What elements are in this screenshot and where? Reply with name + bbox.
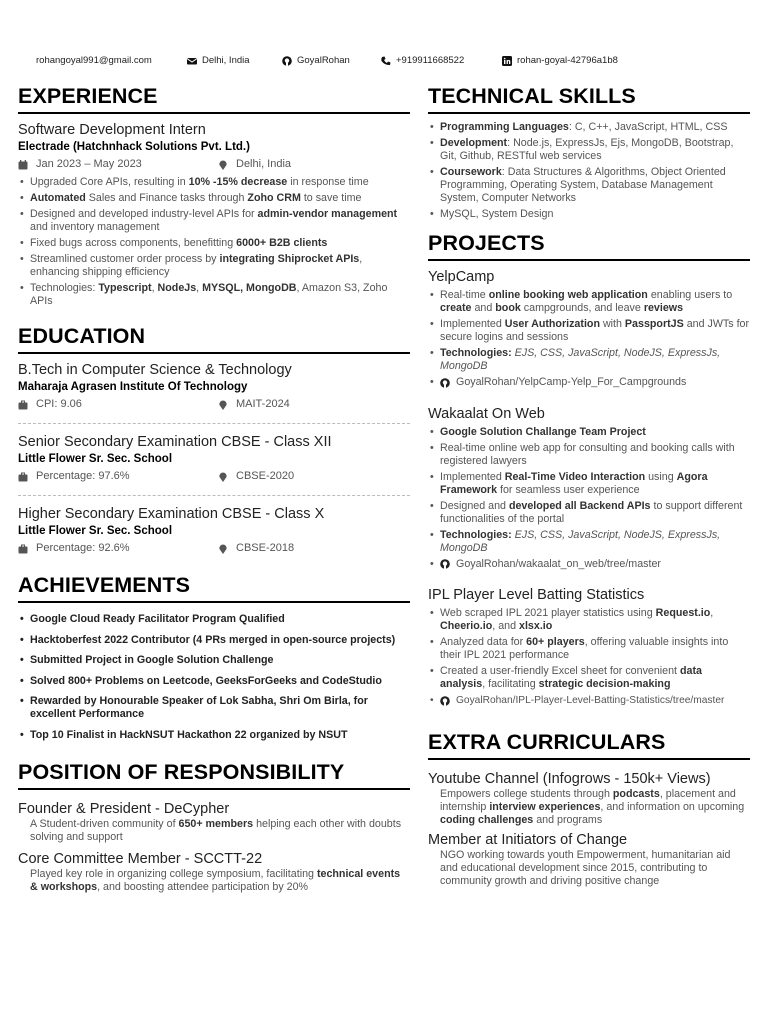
experience-role: Software Development Intern — [18, 122, 206, 138]
education-score-text: Percentage: 92.6% — [36, 542, 130, 554]
experience-section — [18, 82, 410, 308]
education-tag-text: CBSE-2018 — [236, 542, 295, 554]
list-item: • Technologies: Typescript, NodeJs, MYSQL, MongoDB, Amazon S3, Zoho APIs — [18, 282, 410, 308]
repo-link[interactable]: • GoyalRohan/wakaalat_on_web/tree/master — [428, 558, 750, 574]
project-name: Wakaalat On Web — [428, 405, 545, 422]
education-item — [18, 361, 410, 413]
achievements-list — [18, 613, 410, 742]
list-item: • Implemented Real-Time Video Interaction using Agora Framework for seamless user experience — [428, 471, 750, 497]
location-pin-icon — [218, 544, 228, 554]
section-title-skills: TECHNICAL SKILLS — [428, 82, 750, 114]
list-item: • Submitted Project in Google Solution Challenge — [18, 654, 410, 667]
education-score-text: CPI: 9.06 — [36, 398, 82, 410]
list-item: • Upgraded Core APIs, resulting in 10% -15% decrease in response time — [18, 176, 410, 189]
experience-meta — [18, 156, 410, 173]
education-degree: Higher Secondary Examination CBSE - Class X — [18, 506, 325, 522]
experience-place — [218, 156, 291, 173]
github-icon — [440, 378, 450, 388]
project-name: YelpCamp — [428, 269, 495, 285]
list-item: • Rewarded by Honourable Speaker of Lok Sabha, Shri Om Birla, for excellent Performance — [18, 695, 410, 721]
phone-text: +919911668522 — [396, 55, 465, 66]
extra-desc: NGO working towards youth Empowerment, humanitarian aid and educational development since 2015, contributing to community growth and driving positive change — [440, 848, 731, 887]
project-wakaalat — [428, 405, 750, 574]
list-item: • Hacktoberfest 2022 Contributor (4 PRs merged in open-source projects) — [18, 634, 410, 647]
education-degree: B.Tech in Computer Science & Technology — [18, 362, 292, 378]
list-item: • Automated Sales and Finance tasks through Zoho CRM to save time — [18, 192, 410, 205]
section-title-extracurriculars: EXTRA CURRICULARS — [428, 728, 750, 760]
education-section — [18, 322, 410, 557]
education-score-text: Percentage: 97.6% — [36, 470, 130, 482]
linkedin-icon — [502, 56, 512, 66]
briefcase-icon — [18, 544, 28, 554]
experience-dates — [18, 156, 218, 173]
education-meta — [18, 468, 410, 485]
education-item — [18, 505, 410, 557]
education-score — [18, 396, 218, 413]
github-text: GoyalRohan — [297, 55, 350, 66]
list-item: • Programming Languages: C, C++, JavaScript, HTML, CSS — [428, 121, 750, 134]
location-pin-icon — [218, 472, 228, 482]
list-item: • Web scraped IPL 2021 player statistics using Request.io, Cheerio.io, and xlsx.io — [428, 607, 750, 633]
experience-dates-text: Jan 2023 – May 2023 — [36, 158, 142, 170]
divider — [18, 423, 410, 424]
list-item: • Designed and developed all Backend APIs to support different functionalities of the portal — [428, 500, 750, 526]
extra-role: Member at Initiators of Change — [428, 831, 628, 848]
education-item — [18, 433, 410, 485]
section-title-education: EDUCATION — [18, 322, 410, 354]
calendar-icon — [18, 160, 28, 170]
por-desc: Played key role in organizing college symposium, facilitating technical events & workshops, and boosting attendee participation by 20% — [30, 867, 401, 893]
list-item: • Real-time online booking web application enabling users to create and book campgrounds, and leave reviews — [428, 289, 750, 315]
project-bullets — [428, 426, 750, 574]
education-school: Maharaja Agrasen Institute Of Technology — [18, 381, 248, 393]
list-item: • Technologies: EJS, CSS, JavaScript, NodeJS, ExpressJs, MongoDB — [428, 529, 750, 555]
experience-place-text: Delhi, India — [236, 158, 292, 170]
github-link[interactable] — [282, 55, 350, 66]
education-degree: Senior Secondary Examination CBSE - Class XII — [18, 434, 332, 450]
education-tag — [218, 468, 294, 485]
education-tag-text: MAIT-2024 — [236, 398, 290, 410]
list-item: • Technologies: EJS, CSS, JavaScript, NodeJS, ExpressJs, MongoDB — [428, 347, 750, 373]
location-text: Delhi, India — [202, 55, 250, 66]
location-pin-icon — [218, 400, 228, 410]
por-role: Founder & President - DeCypher — [18, 800, 230, 817]
github-icon — [440, 559, 450, 569]
list-item: • Created a user-friendly Excel sheet for convenient data analysis, facilitating strategic decision-making — [428, 665, 750, 691]
github-icon — [282, 56, 292, 66]
experience-company: Electrade (Hatchnhack Solutions Pvt. Ltd.) — [18, 141, 250, 153]
briefcase-icon — [18, 472, 28, 482]
list-item: • Google Cloud Ready Facilitator Program Qualified — [18, 613, 410, 626]
briefcase-icon — [18, 400, 28, 410]
skills-section — [428, 82, 750, 221]
list-item: • Streamlined customer order process by integrating Shiprocket APIs, enhancing shipping efficiency — [18, 253, 410, 279]
education-tag — [218, 396, 290, 413]
linkedin-link[interactable] — [502, 55, 618, 66]
extra-desc: Empowers college students through podcasts, placement and internship interview experiences, and information on upcoming coding challenges and programs — [440, 787, 745, 826]
repo-link[interactable]: • GoyalRohan/IPL-Player-Level-Batting-Statistics/tree/master — [428, 694, 750, 710]
left-column — [18, 82, 410, 894]
list-item: • Google Solution Challange Team Project — [428, 426, 750, 439]
list-item: • Solved 800+ Problems on Leetcode, GeeksForGeeks and CodeStudio — [18, 675, 410, 688]
section-title-responsibility: POSITION OF RESPONSIBILITY — [18, 758, 410, 790]
envelope-icon — [187, 56, 197, 66]
right-column — [428, 82, 750, 888]
linkedin-text: rohan-goyal-42796a1b8 — [517, 55, 618, 66]
list-item: • Coursework: Data Structures & Algorithms, Object Oriented Programming, Operating System, Database Management System, Computer Networks — [428, 166, 750, 205]
education-score — [18, 540, 218, 557]
divider — [18, 495, 410, 496]
project-name: IPL Player Level Batting Statistics — [428, 587, 645, 603]
list-item: • Designed and developed industry-level APIs for admin-vendor management and inventory management — [18, 208, 410, 234]
github-icon — [440, 696, 450, 706]
responsibility-section — [18, 758, 410, 894]
list-item: • Real-time online web app for consulting and booking calls with registered lawyers — [428, 442, 750, 468]
education-school: Little Flower Sr. Sec. School — [18, 453, 173, 465]
projects-section — [428, 229, 750, 710]
list-item: • Development: Node.js, ExpressJs, Ejs, MongoDB, Bootstrap, Git, Github, RESTful web services — [428, 137, 750, 163]
section-title-achievements: ACHIEVEMENTS — [18, 571, 410, 603]
section-title-experience: EXPERIENCE — [18, 82, 410, 114]
education-score — [18, 468, 218, 485]
phone-link[interactable] — [381, 55, 464, 66]
achievements-section — [18, 571, 410, 742]
project-ipl — [428, 586, 750, 710]
experience-bullets — [18, 176, 410, 308]
email-link[interactable] — [36, 55, 152, 66]
por-role: Core Committee Member - SCCTT-22 — [18, 850, 263, 867]
project-bullets — [428, 289, 750, 392]
list-item: • Top 10 Finalist in HackNSUT Hackathon 22 organized by NSUT — [18, 729, 410, 742]
list-item: • MySQL, System Design — [428, 208, 750, 221]
education-tag — [218, 540, 294, 557]
project-bullets — [428, 607, 750, 710]
list-item: • Implemented User Authorization with PassportJS and JWTs for secure logins and sessions — [428, 318, 750, 344]
extracurriculars-section — [428, 728, 750, 888]
list-item: • Analyzed data for 60+ players, offering valuable insights into their IPL 2021 performance — [428, 636, 750, 662]
extra-role: Youtube Channel (Infogrows - 150k+ Views) — [428, 770, 711, 787]
location — [187, 55, 250, 66]
por-desc: A Student-driven community of 650+ members helping each other with doubts solving and support — [30, 817, 402, 843]
location-pin-icon — [218, 160, 228, 170]
skills-list — [428, 121, 750, 221]
repo-link[interactable]: • GoyalRohan/YelpCamp-Yelp_For_Campgrounds — [428, 376, 750, 392]
email-text: rohangoyal991@gmail.com — [36, 55, 152, 66]
section-title-projects: PROJECTS — [428, 229, 750, 261]
phone-icon — [381, 56, 391, 66]
education-meta — [18, 396, 410, 413]
education-tag-text: CBSE-2020 — [236, 470, 295, 482]
project-yelpcamp — [428, 268, 750, 392]
list-item: • Fixed bugs across components, benefitting 6000+ B2B clients — [18, 237, 410, 250]
contact-bar — [0, 55, 768, 69]
education-meta — [18, 540, 410, 557]
education-school: Little Flower Sr. Sec. School — [18, 525, 173, 537]
